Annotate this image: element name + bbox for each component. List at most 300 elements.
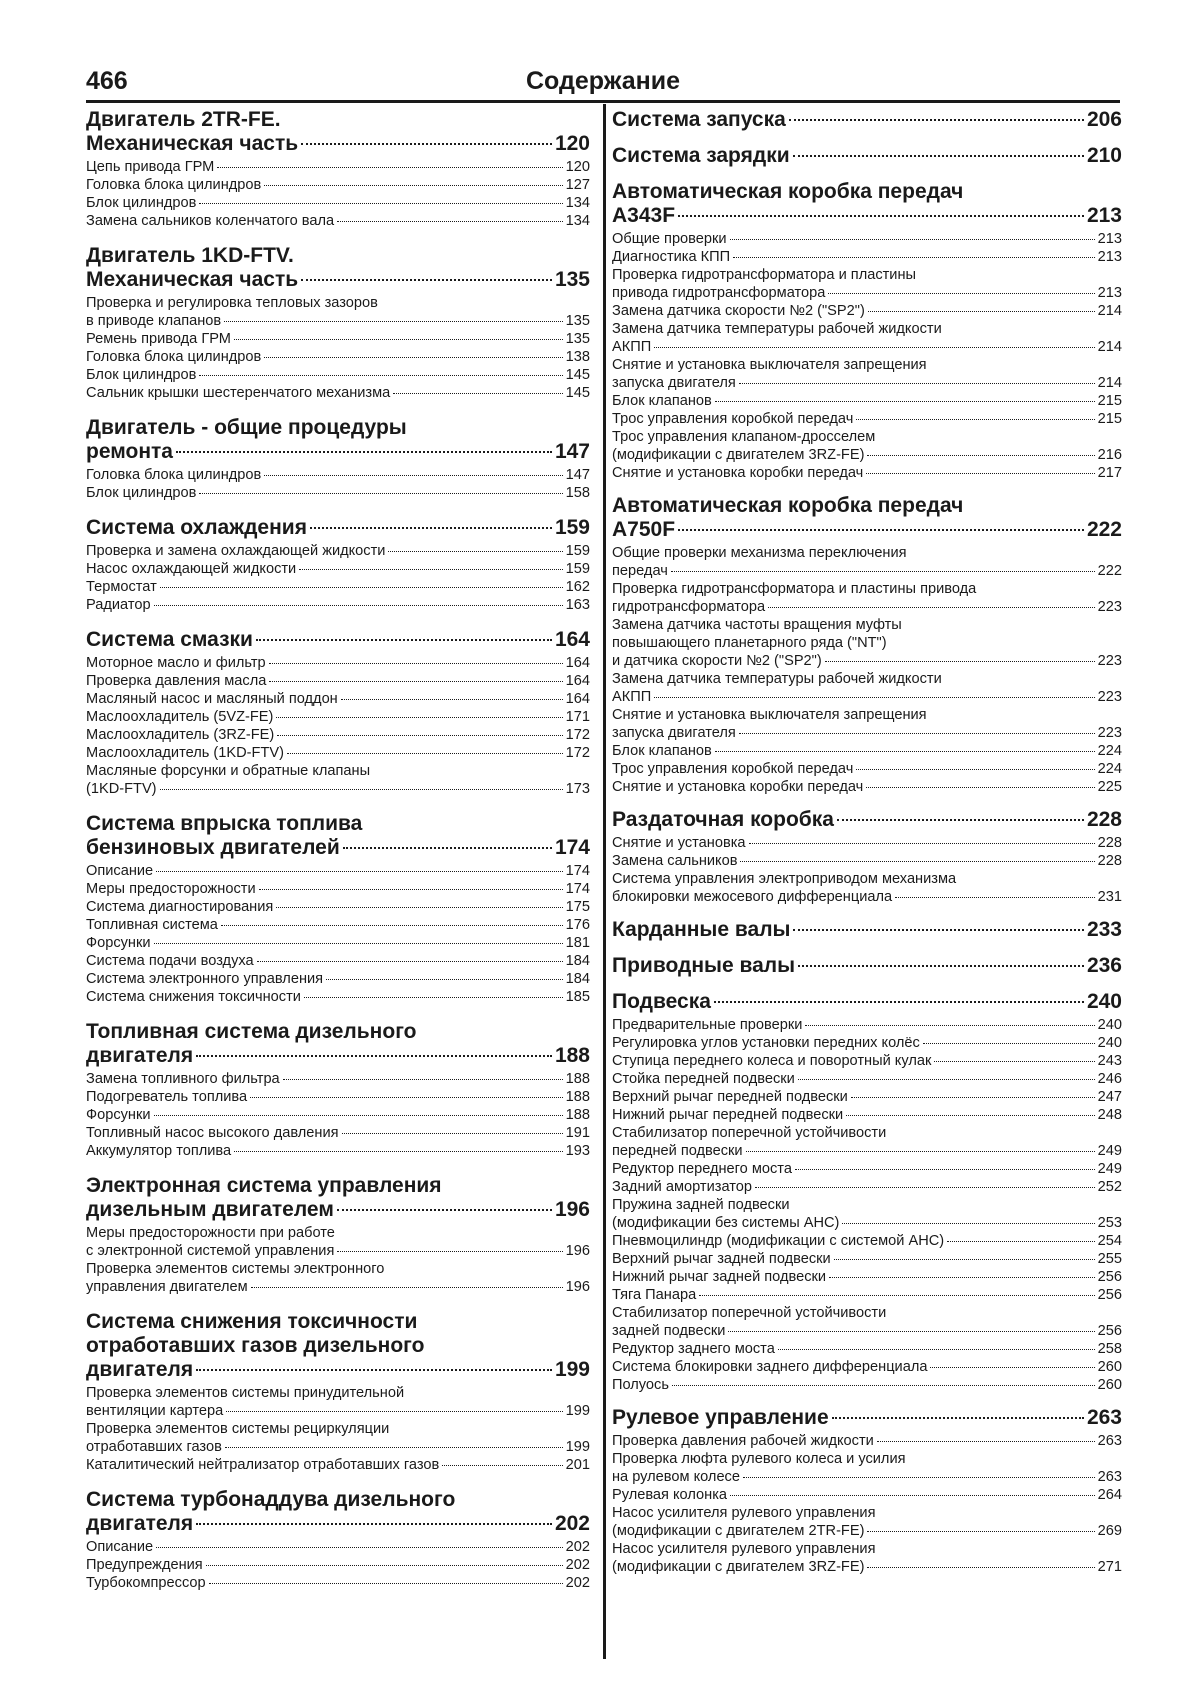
- section-entries: [86, 294, 590, 402]
- entry-line: [86, 970, 590, 988]
- dot-leader: [199, 203, 562, 204]
- section-title[interactable]: [86, 1044, 590, 1068]
- section-title[interactable]: [612, 108, 1122, 132]
- entry-line: [612, 1070, 1122, 1088]
- entry-page-number: 215: [1097, 393, 1122, 409]
- toc-entry[interactable]: [86, 1070, 590, 1088]
- toc-entry[interactable]: [86, 726, 590, 744]
- dot-leader: [789, 119, 1084, 121]
- dot-leader: [793, 155, 1084, 157]
- entry-page-number: 269: [1097, 1523, 1122, 1539]
- entry-text-head: Проверка гидротрансформатора и пластины: [612, 267, 917, 283]
- entry-line: [612, 1268, 1122, 1286]
- section-title[interactable]: [86, 516, 590, 540]
- toc-section: [612, 990, 1122, 1394]
- dot-leader: [746, 1151, 1095, 1152]
- section-title-head: Электронная система управления: [86, 1174, 442, 1197]
- toc-entry[interactable]: [612, 1340, 1122, 1358]
- section-title[interactable]: [612, 918, 1122, 942]
- toc-entry[interactable]: [86, 330, 590, 348]
- dot-leader: [877, 1441, 1095, 1442]
- entry-page-number: 158: [565, 485, 590, 501]
- dot-leader: [388, 551, 562, 552]
- entry-line: [86, 560, 590, 578]
- entry-page-number: 145: [565, 367, 590, 383]
- toc-entry[interactable]: [86, 1088, 590, 1106]
- entry-page-number: 134: [565, 195, 590, 211]
- toc-entry[interactable]: [612, 778, 1122, 796]
- toc-entry[interactable]: [86, 1124, 590, 1142]
- toc-entry[interactable]: [86, 1106, 590, 1124]
- toc-entry[interactable]: [86, 1384, 590, 1420]
- entry-line: [612, 302, 1122, 320]
- entry-line: [612, 392, 1122, 410]
- entry-text: Снятие и установка коробки передач: [612, 779, 864, 795]
- toc-entry[interactable]: [612, 1504, 1122, 1540]
- section-page-number: 202: [554, 1512, 590, 1535]
- toc-section: [612, 494, 1122, 796]
- entry-line: [86, 898, 590, 916]
- entry-line: [612, 1106, 1122, 1124]
- toc-entry[interactable]: [612, 464, 1122, 482]
- entry-text: Проверка давления масла: [86, 673, 267, 689]
- entry-text: Система диагностирования: [86, 899, 274, 915]
- entry-page-number: 253: [1097, 1215, 1122, 1231]
- toc-entry[interactable]: [86, 934, 590, 952]
- section-title[interactable]: [86, 1358, 590, 1382]
- section-title[interactable]: [612, 954, 1122, 978]
- toc-entry[interactable]: [612, 852, 1122, 870]
- toc-entry[interactable]: [86, 880, 590, 898]
- toc-entry[interactable]: [612, 1432, 1122, 1450]
- entry-line: [612, 724, 1122, 742]
- toc-entry[interactable]: [612, 670, 1122, 706]
- entry-line: [612, 562, 1122, 580]
- entry-line: [612, 1250, 1122, 1268]
- toc-entry[interactable]: [612, 834, 1122, 852]
- section-title[interactable]: [612, 990, 1122, 1014]
- entry-page-number: 134: [565, 213, 590, 229]
- dot-leader: [301, 143, 552, 145]
- entry-text: Турбокомпрессор: [86, 1575, 206, 1591]
- entry-text: Нижний рычаг передней подвески: [612, 1107, 844, 1123]
- entry-line: [612, 1016, 1122, 1034]
- dot-leader: [269, 663, 563, 664]
- section-title[interactable]: [86, 628, 590, 652]
- entry-page-number: 135: [565, 313, 590, 329]
- entry-text: Блок клапанов: [612, 393, 712, 409]
- toc-section: [86, 516, 590, 614]
- toc-entry[interactable]: [612, 1232, 1122, 1250]
- dot-leader: [160, 789, 563, 790]
- toc-entry[interactable]: [86, 484, 590, 502]
- toc-entry[interactable]: [86, 862, 590, 880]
- toc-entry[interactable]: [612, 544, 1122, 580]
- entry-page-number: 171: [565, 709, 590, 725]
- section-title-text: A343F: [612, 204, 676, 227]
- dot-leader: [209, 1583, 563, 1584]
- toc-entry[interactable]: [86, 466, 590, 484]
- entry-text: задней подвески: [612, 1323, 726, 1339]
- section-page-number: 233: [1086, 918, 1122, 941]
- toc-entry[interactable]: [612, 392, 1122, 410]
- toc-section: [612, 808, 1122, 906]
- dot-leader: [846, 1115, 1094, 1116]
- entry-text: Система блокировки заднего дифференциала: [612, 1359, 928, 1375]
- entry-text: управления двигателем: [86, 1279, 248, 1295]
- toc-entry[interactable]: [612, 1070, 1122, 1088]
- toc-entry[interactable]: [612, 1088, 1122, 1106]
- entry-page-number: 222: [1097, 563, 1122, 579]
- section-page-number: 188: [554, 1044, 590, 1067]
- toc-entry[interactable]: [612, 428, 1122, 464]
- dot-leader: [714, 1001, 1084, 1003]
- toc-entry[interactable]: [86, 898, 590, 916]
- entry-text: Форсунки: [86, 1107, 151, 1123]
- entry-page-number: 228: [1097, 835, 1122, 851]
- dot-leader: [341, 699, 563, 700]
- toc-entry[interactable]: [86, 988, 590, 1006]
- entry-text: вентиляции картера: [86, 1403, 224, 1419]
- entry-page-number: 164: [565, 673, 590, 689]
- toc-entry[interactable]: [612, 320, 1122, 356]
- dot-leader: [337, 1209, 552, 1211]
- entry-line: [612, 1052, 1122, 1070]
- entry-text: (модификации с двигателем 3RZ-FE): [612, 1559, 865, 1575]
- toc-entry[interactable]: [612, 760, 1122, 778]
- column-divider: [603, 104, 606, 1659]
- entry-page-number: 247: [1097, 1089, 1122, 1105]
- toc-entry[interactable]: [612, 1052, 1122, 1070]
- dot-leader: [196, 1369, 552, 1371]
- toc-entry[interactable]: [612, 230, 1122, 248]
- entry-text-head: Трос управления клапаном-дросселем: [612, 429, 876, 445]
- toc-entry[interactable]: [86, 348, 590, 366]
- entry-page-number: 249: [1097, 1143, 1122, 1159]
- entry-text: Форсунки: [86, 935, 151, 951]
- entry-line: [612, 1340, 1122, 1358]
- toc-section: [612, 918, 1122, 942]
- entry-page-number: 145: [565, 385, 590, 401]
- entry-text: Замена сальников коленчатого вала: [86, 213, 335, 229]
- toc-entry[interactable]: [612, 356, 1122, 392]
- section-entries: [86, 1070, 590, 1160]
- entry-text: Трос управления коробкой передач: [612, 761, 854, 777]
- toc-entry[interactable]: [612, 1358, 1122, 1376]
- entry-text: Редуктор заднего моста: [612, 1341, 775, 1357]
- entry-line: [86, 596, 590, 614]
- toc-entry[interactable]: [612, 1196, 1122, 1232]
- entry-text: Меры предосторожности: [86, 881, 256, 897]
- dot-leader: [834, 1259, 1095, 1260]
- toc-right-column: [612, 108, 1122, 1588]
- section-title[interactable]: [86, 440, 590, 464]
- entry-line: [86, 1574, 590, 1592]
- entry-text-head: Пружина задней подвески: [612, 1197, 790, 1213]
- dot-leader: [304, 997, 563, 998]
- entry-page-number: 223: [1097, 653, 1122, 669]
- toc-entry[interactable]: [612, 706, 1122, 742]
- entry-text: Система снижения токсичности: [86, 989, 301, 1005]
- entry-page-number: 223: [1097, 689, 1122, 705]
- entry-text: на рулевом колесе: [612, 1469, 740, 1485]
- entry-line: [612, 248, 1122, 266]
- entry-line: [86, 366, 590, 384]
- section-entries: [86, 542, 590, 614]
- dot-leader: [250, 1097, 563, 1098]
- entry-text: Блок цилиндров: [86, 195, 197, 211]
- entry-line: [86, 690, 590, 708]
- toc-entry[interactable]: [86, 708, 590, 726]
- entry-text-head: Проверка гидротрансформатора и пластины привода: [612, 581, 977, 597]
- entry-line: [612, 1522, 1122, 1540]
- entry-text: Предупреждения: [86, 1557, 203, 1573]
- entry-line: [612, 446, 1122, 464]
- entry-text: АКПП: [612, 689, 652, 705]
- toc-entry[interactable]: [86, 916, 590, 934]
- section-entries: [612, 230, 1122, 482]
- entry-line: [612, 1178, 1122, 1196]
- entry-page-number: 172: [565, 727, 590, 743]
- toc-entry[interactable]: [86, 1224, 590, 1260]
- toc-entry[interactable]: [86, 294, 590, 330]
- toc-section: [86, 416, 590, 502]
- entry-line: [86, 542, 590, 560]
- toc-entry[interactable]: [86, 560, 590, 578]
- entry-page-number: 249: [1097, 1161, 1122, 1177]
- toc-entry[interactable]: [86, 176, 590, 194]
- toc-entry[interactable]: [612, 1376, 1122, 1394]
- toc-entry[interactable]: [612, 1286, 1122, 1304]
- toc-entry[interactable]: [86, 384, 590, 402]
- toc-entry[interactable]: [612, 1016, 1122, 1034]
- entry-text-head: Проверка элементов системы принудительной: [86, 1385, 405, 1401]
- entry-text: запуска двигателя: [612, 725, 736, 741]
- toc-entry[interactable]: [86, 744, 590, 762]
- section-page-number: 199: [554, 1358, 590, 1381]
- toc-entry[interactable]: [86, 158, 590, 176]
- section-entries: [612, 1016, 1122, 1394]
- section-title[interactable]: [612, 144, 1122, 168]
- toc-entry[interactable]: [86, 212, 590, 230]
- toc-entry[interactable]: [86, 366, 590, 384]
- toc-entry[interactable]: [86, 1142, 590, 1160]
- dot-leader: [251, 1287, 563, 1288]
- toc-entry[interactable]: [612, 1486, 1122, 1504]
- dot-leader: [234, 1151, 563, 1152]
- toc-entry[interactable]: [612, 1450, 1122, 1486]
- toc-entry[interactable]: [612, 1540, 1122, 1576]
- dot-leader: [257, 961, 563, 962]
- toc-entry[interactable]: [86, 690, 590, 708]
- entry-page-number: 181: [565, 935, 590, 951]
- toc-entry[interactable]: [86, 672, 590, 690]
- section-title-text: Карданные валы: [612, 918, 791, 941]
- toc-entry[interactable]: [612, 580, 1122, 616]
- toc-entry[interactable]: [86, 1556, 590, 1574]
- toc-entry[interactable]: [86, 1260, 590, 1296]
- dot-leader: [154, 1115, 563, 1116]
- dot-leader: [225, 1447, 563, 1448]
- dot-leader: [867, 1531, 1094, 1532]
- toc-entry[interactable]: [86, 1538, 590, 1556]
- entry-line: [86, 194, 590, 212]
- toc-entry[interactable]: [612, 248, 1122, 266]
- toc-entry[interactable]: [612, 1178, 1122, 1196]
- dot-leader: [269, 681, 562, 682]
- toc-entry[interactable]: [86, 596, 590, 614]
- toc-section: [86, 812, 590, 1006]
- dot-leader: [739, 383, 1095, 384]
- entry-page-number: 223: [1097, 725, 1122, 741]
- section-title[interactable]: [86, 132, 590, 156]
- entry-text: Цепь привода ГРМ: [86, 159, 215, 175]
- toc-entry[interactable]: [86, 1574, 590, 1592]
- dot-leader: [672, 1385, 1095, 1386]
- dot-leader: [828, 293, 1094, 294]
- entry-text: Замена сальников: [612, 853, 738, 869]
- entry-text: Насос охлаждающей жидкости: [86, 561, 297, 577]
- dot-leader: [393, 393, 562, 394]
- entry-page-number: 260: [1097, 1359, 1122, 1375]
- section-title[interactable]: [612, 808, 1122, 832]
- toc-entry[interactable]: [612, 1250, 1122, 1268]
- entry-page-number: 175: [565, 899, 590, 915]
- dot-leader: [301, 279, 552, 281]
- dot-leader: [851, 1097, 1095, 1098]
- dot-leader: [654, 347, 1094, 348]
- entry-text: передач: [612, 563, 668, 579]
- entry-line: [612, 1432, 1122, 1450]
- entry-line: [86, 988, 590, 1006]
- entry-text: запуска двигателя: [612, 375, 736, 391]
- section-title[interactable]: [612, 518, 1122, 542]
- dot-leader: [743, 1477, 1095, 1478]
- toc-entry[interactable]: [612, 266, 1122, 302]
- entry-text: Замена датчика скорости №2 ("SP2"): [612, 303, 865, 319]
- toc-entry[interactable]: [612, 1034, 1122, 1052]
- entry-text: и датчика скорости №2 ("SP2"): [612, 653, 822, 669]
- entry-text: Верхний рычаг задней подвески: [612, 1251, 831, 1267]
- entry-text: Регулировка углов установки передних колёс: [612, 1035, 920, 1051]
- toc-entry[interactable]: [612, 1268, 1122, 1286]
- dot-leader: [678, 215, 1084, 217]
- entry-line: [86, 934, 590, 952]
- dot-leader: [287, 753, 563, 754]
- section-title-text: A750F: [612, 518, 676, 541]
- entry-page-number: 246: [1097, 1071, 1122, 1087]
- entry-text: Предварительные проверки: [612, 1017, 803, 1033]
- entry-page-number: 214: [1097, 375, 1122, 391]
- dot-leader: [825, 661, 1095, 662]
- section-title[interactable]: [86, 1512, 590, 1536]
- section-title[interactable]: [86, 836, 590, 860]
- entry-page-number: 263: [1097, 1469, 1122, 1485]
- section-title[interactable]: [86, 268, 590, 292]
- toc-entry[interactable]: [612, 1304, 1122, 1340]
- entry-page-number: 188: [565, 1107, 590, 1123]
- entry-page-number: 260: [1097, 1377, 1122, 1393]
- toc-entry[interactable]: [612, 742, 1122, 760]
- section-page-number: 206: [1086, 108, 1122, 131]
- toc-entry[interactable]: [86, 654, 590, 672]
- entry-page-number: 252: [1097, 1179, 1122, 1195]
- entry-page-number: 240: [1097, 1035, 1122, 1051]
- entry-text: Ступица переднего колеса и поворотный кулак: [612, 1053, 932, 1069]
- entry-line: [86, 1278, 590, 1296]
- section-title[interactable]: [612, 1406, 1122, 1430]
- dot-leader: [156, 871, 562, 872]
- entry-line: [612, 1088, 1122, 1106]
- dot-leader: [856, 769, 1094, 770]
- section-entries: [612, 834, 1122, 906]
- toc-entry[interactable]: [86, 1456, 590, 1474]
- toc-entry[interactable]: [612, 302, 1122, 320]
- entry-page-number: 213: [1097, 231, 1122, 247]
- section-entries: [612, 544, 1122, 796]
- toc-entry[interactable]: [612, 410, 1122, 428]
- toc-entry[interactable]: [612, 1124, 1122, 1160]
- entry-line: [612, 1358, 1122, 1376]
- entry-text: Снятие и установка: [612, 835, 746, 851]
- dot-leader: [793, 929, 1083, 931]
- section-title-text: Приводные валы: [612, 954, 796, 977]
- section-page-number: 210: [1086, 144, 1122, 167]
- entry-line: [612, 1214, 1122, 1232]
- toc-entry[interactable]: [86, 194, 590, 212]
- section-title[interactable]: [86, 1198, 590, 1222]
- entry-text: Система электронного управления: [86, 971, 324, 987]
- dot-leader: [829, 1277, 1095, 1278]
- entry-page-number: 202: [565, 1557, 590, 1573]
- entry-text: Снятие и установка коробки передач: [612, 465, 864, 481]
- section-title-head: Двигатель - общие процедуры: [86, 416, 407, 439]
- entry-page-number: 127: [565, 177, 590, 193]
- entry-page-number: 216: [1097, 447, 1122, 463]
- section-title-head: Автоматическая коробка передач: [612, 180, 964, 203]
- dot-leader: [234, 339, 563, 340]
- entry-line: [86, 726, 590, 744]
- dot-leader: [256, 639, 552, 641]
- dot-leader: [654, 697, 1094, 698]
- toc-entry[interactable]: [86, 762, 590, 798]
- entry-text: Диагностика КПП: [612, 249, 731, 265]
- toc-entry[interactable]: [612, 616, 1122, 670]
- toc-entry[interactable]: [86, 1420, 590, 1456]
- toc-entry[interactable]: [612, 1106, 1122, 1124]
- entry-text: Тяга Панара: [612, 1287, 697, 1303]
- entry-page-number: 185: [565, 989, 590, 1005]
- section-title-head: Двигатель 1KD-FTV.: [86, 244, 294, 267]
- entry-page-number: 243: [1097, 1053, 1122, 1069]
- dot-leader: [264, 475, 562, 476]
- dot-leader: [733, 257, 1095, 258]
- dot-leader: [895, 897, 1095, 898]
- entry-text: Головка блока цилиндров: [86, 467, 262, 483]
- toc-entry[interactable]: [86, 970, 590, 988]
- section-entries: [86, 654, 590, 798]
- toc-entry[interactable]: [86, 952, 590, 970]
- entry-page-number: 159: [565, 543, 590, 559]
- entry-text: Маслоохладитель (1KD-FTV): [86, 745, 284, 761]
- toc-entry[interactable]: [86, 542, 590, 560]
- entry-text: Задний амортизатор: [612, 1179, 753, 1195]
- section-title[interactable]: [612, 204, 1122, 228]
- toc-entry[interactable]: [612, 870, 1122, 906]
- toc-entry[interactable]: [612, 1160, 1122, 1178]
- toc-entry[interactable]: [86, 578, 590, 596]
- section-title-text: двигателя: [86, 1358, 194, 1381]
